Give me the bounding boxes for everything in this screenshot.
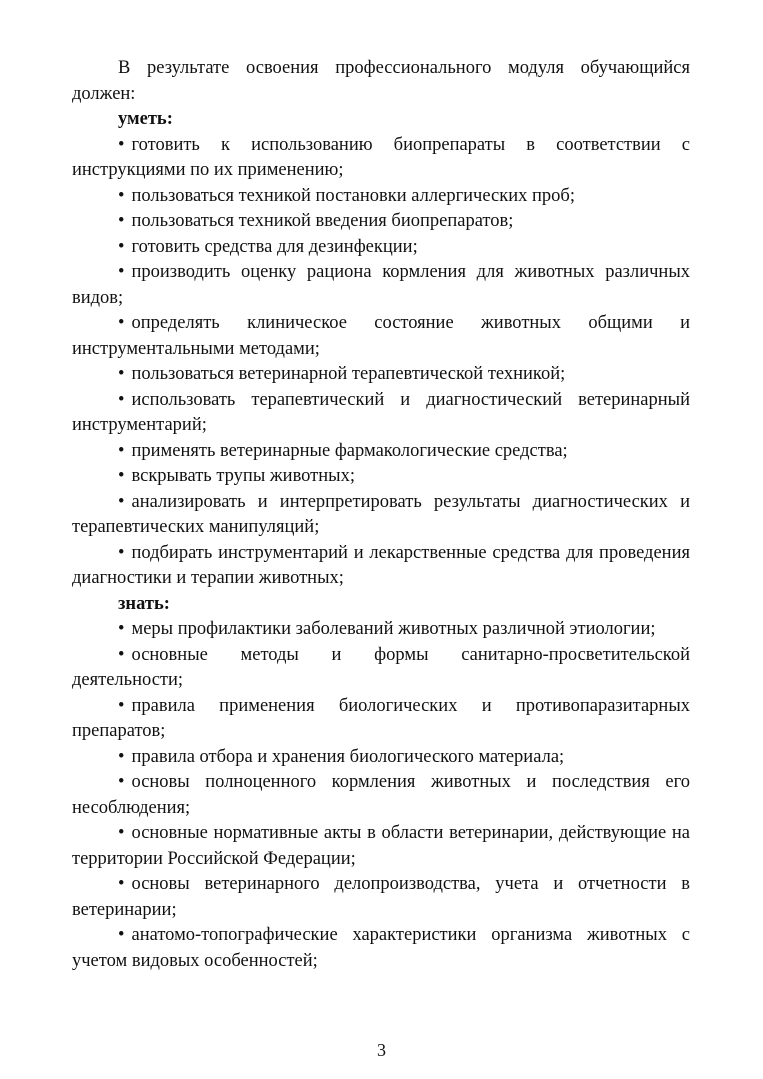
- list-item: • основы полноценного кормления животных и последствия его несоблюдения;: [72, 772, 690, 818]
- list-item: • вскрывать трупы животных;: [118, 466, 355, 486]
- list-item: • меры профилактики заболеваний животных различной этиологии;: [118, 619, 656, 639]
- list-item: • основные методы и формы санитарно-просветительской деятельности;: [72, 644, 690, 690]
- list-item: • анализировать и интерпретировать результаты диагностических и терапевтических манипуляций;: [72, 491, 690, 537]
- list-item: • пользоваться ветеринарной терапевтической техникой;: [118, 364, 566, 384]
- list-item: • пользоваться техникой постановки аллергических проб;: [118, 185, 575, 206]
- bullet-icon: •: [118, 389, 125, 410]
- bullet-icon: •: [118, 466, 125, 486]
- bullet-icon: •: [118, 874, 125, 894]
- knowledge-list: [72, 617, 690, 974]
- list-item: • производить оценку рациона кормления для животных различных видов;: [72, 262, 690, 308]
- bullet-icon: •: [118, 542, 125, 563]
- document-body: [72, 56, 690, 974]
- bullet-icon: •: [118, 823, 125, 843]
- bullet-icon: •: [118, 491, 125, 512]
- bullet-icon: •: [118, 364, 125, 384]
- bullet-icon: •: [118, 619, 125, 639]
- list-item: • определять клиническое состояние животных общими и инструментальными методами;: [72, 313, 690, 359]
- list-item: • основы ветеринарного делопроизводства, учета и отчетности в ветеринарии;: [72, 874, 690, 920]
- bullet-icon: •: [118, 440, 125, 461]
- list-item: • готовить к использованию биопрепараты в соответствии с инструкциями по их применению;: [72, 134, 690, 180]
- bullet-icon: •: [118, 185, 125, 206]
- bullet-icon: •: [118, 925, 125, 945]
- bullet-icon: •: [118, 644, 125, 665]
- page-number: 3: [377, 1040, 386, 1060]
- bullet-icon: •: [118, 746, 125, 767]
- bullet-icon: •: [118, 313, 125, 333]
- list-item: • применять ветеринарные фармакологические средства;: [118, 440, 568, 461]
- intro-paragraph: В результате освоения профессионального модуля обучающийся должен:: [72, 58, 690, 104]
- list-item: • анатомо-топографические характеристики организма животных с учетом видовых особенностей;: [72, 925, 690, 971]
- skills-list: [72, 133, 690, 592]
- bullet-icon: •: [118, 262, 125, 282]
- list-item: • готовить средства для дезинфекции;: [118, 236, 418, 257]
- bullet-icon: •: [118, 772, 125, 792]
- list-item: • пользоваться техникой введения биопрепаратов;: [118, 211, 514, 231]
- list-item: • правила применения биологических и противопаразитарных препаратов;: [72, 695, 690, 741]
- bullet-icon: •: [118, 236, 125, 257]
- skills-heading: уметь:: [118, 109, 173, 129]
- bullet-icon: •: [118, 211, 125, 231]
- bullet-icon: •: [118, 695, 125, 716]
- list-item: • подбирать инструментарий и лекарственные средства для проведения диагностики и терапии животных;: [72, 542, 690, 588]
- list-item: • использовать терапевтический и диагностический ветеринарный инструментарий;: [72, 389, 690, 435]
- list-item: • основные нормативные акты в области ветеринарии, действующие на территории Российской Федерации;: [72, 823, 690, 869]
- bullet-icon: •: [118, 134, 125, 155]
- knowledge-heading: знать:: [118, 593, 170, 614]
- list-item: • правила отбора и хранения биологического материала;: [118, 746, 565, 767]
